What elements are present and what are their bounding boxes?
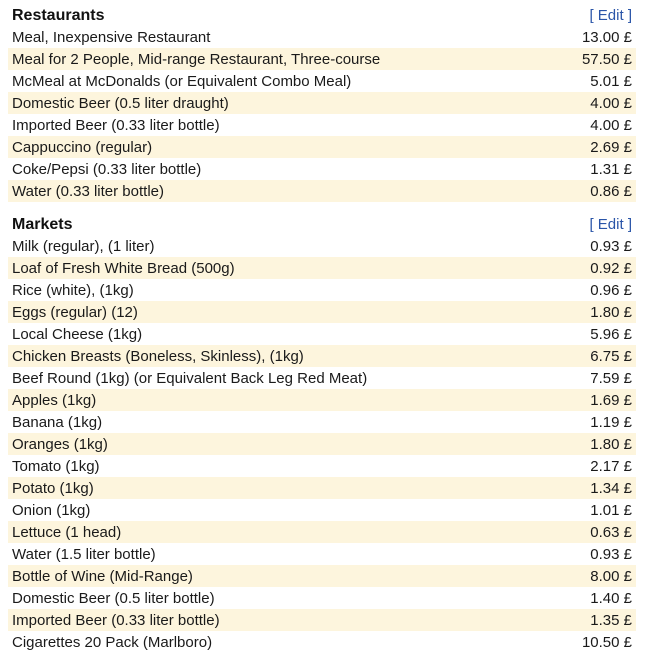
table-row bbox=[8, 257, 636, 279]
table-row bbox=[8, 389, 636, 411]
markets-rows bbox=[8, 235, 636, 653]
section-title: Restaurants bbox=[12, 7, 105, 24]
table-row bbox=[8, 279, 636, 301]
table-row bbox=[8, 158, 636, 180]
table-row bbox=[8, 455, 636, 477]
item-name: Meal for 2 People, Mid-range Restaurant, Three-course bbox=[12, 50, 381, 68]
table-row bbox=[8, 631, 636, 653]
table-row bbox=[8, 345, 636, 367]
item-price: 10.50 £ bbox=[581, 633, 632, 651]
item-price: 1.34 £ bbox=[590, 479, 632, 497]
item-name: Local Cheese (1kg) bbox=[12, 325, 143, 343]
item-price: 1.35 £ bbox=[590, 611, 632, 629]
item-name: Bottle of Wine (Mid-Range) bbox=[12, 567, 193, 585]
markets-section bbox=[8, 213, 636, 653]
item-name: Imported Beer (0.33 liter bottle) bbox=[12, 611, 220, 629]
table-row bbox=[8, 499, 636, 521]
item-name: Eggs (regular) (12) bbox=[12, 303, 138, 321]
section-title: Markets bbox=[12, 216, 73, 233]
item-price: 1.69 £ bbox=[590, 391, 632, 409]
item-price: 8.00 £ bbox=[590, 567, 632, 585]
item-price: 4.00 £ bbox=[590, 94, 632, 112]
table-row bbox=[8, 235, 636, 257]
table-row bbox=[8, 477, 636, 499]
item-name: Onion (1kg) bbox=[12, 501, 91, 519]
table-row bbox=[8, 180, 636, 202]
item-name: Loaf of Fresh White Bread (500g) bbox=[12, 259, 235, 277]
edit-markets-link[interactable]: [ Edit ] bbox=[589, 216, 632, 233]
item-price: 0.96 £ bbox=[590, 281, 632, 299]
table-row bbox=[8, 587, 636, 609]
item-name: Banana (1kg) bbox=[12, 413, 103, 431]
item-name: Water (1.5 liter bottle) bbox=[12, 545, 156, 563]
edit-restaurants-link[interactable]: [ Edit ] bbox=[589, 7, 632, 24]
item-name: Beef Round (1kg) (or Equivalent Back Leg Red Meat) bbox=[12, 369, 368, 387]
item-name: Domestic Beer (0.5 liter draught) bbox=[12, 94, 229, 112]
item-price: 5.01 £ bbox=[590, 72, 632, 90]
item-price: 0.93 £ bbox=[590, 545, 632, 563]
markets-header bbox=[8, 213, 636, 235]
item-name: Cappuccino (regular) bbox=[12, 138, 153, 156]
table-row bbox=[8, 411, 636, 433]
item-price: 0.63 £ bbox=[590, 523, 632, 541]
item-price: 6.75 £ bbox=[590, 347, 632, 365]
table-row bbox=[8, 136, 636, 158]
item-price: 1.80 £ bbox=[590, 303, 632, 321]
table-row bbox=[8, 565, 636, 587]
table-row bbox=[8, 433, 636, 455]
item-name: Potato (1kg) bbox=[12, 479, 94, 497]
item-price: 1.19 £ bbox=[590, 413, 632, 431]
item-price: 0.86 £ bbox=[590, 182, 632, 200]
item-price: 0.93 £ bbox=[590, 237, 632, 255]
table-row bbox=[8, 48, 636, 70]
table-row bbox=[8, 521, 636, 543]
item-price: 2.17 £ bbox=[590, 457, 632, 475]
table-row bbox=[8, 609, 636, 631]
item-name: Imported Beer (0.33 liter bottle) bbox=[12, 116, 220, 134]
item-name: McMeal at McDonalds (or Equivalent Combo Meal) bbox=[12, 72, 352, 90]
item-name: Water (0.33 liter bottle) bbox=[12, 182, 164, 200]
item-price: 1.01 £ bbox=[590, 501, 632, 519]
item-price: 0.92 £ bbox=[590, 259, 632, 277]
table-row bbox=[8, 301, 636, 323]
restaurants-section bbox=[8, 4, 636, 202]
item-price: 2.69 £ bbox=[590, 138, 632, 156]
item-name: Milk (regular), (1 liter) bbox=[12, 237, 155, 255]
table-row bbox=[8, 70, 636, 92]
table-row bbox=[8, 26, 636, 48]
item-price: 1.31 £ bbox=[590, 160, 632, 178]
table-row bbox=[8, 543, 636, 565]
table-row bbox=[8, 92, 636, 114]
table-row bbox=[8, 323, 636, 345]
item-name: Cigarettes 20 Pack (Marlboro) bbox=[12, 633, 213, 651]
restaurants-header bbox=[8, 4, 636, 26]
item-name: Meal, Inexpensive Restaurant bbox=[12, 28, 211, 46]
item-name: Coke/Pepsi (0.33 liter bottle) bbox=[12, 160, 202, 178]
item-price: 13.00 £ bbox=[581, 28, 632, 46]
item-name: Rice (white), (1kg) bbox=[12, 281, 134, 299]
item-price: 1.40 £ bbox=[590, 589, 632, 607]
table-row bbox=[8, 114, 636, 136]
item-name: Lettuce (1 head) bbox=[12, 523, 122, 541]
restaurants-rows bbox=[8, 26, 636, 202]
item-price: 7.59 £ bbox=[590, 369, 632, 387]
item-name: Chicken Breasts (Boneless, Skinless), (1kg) bbox=[12, 347, 304, 365]
item-name: Oranges (1kg) bbox=[12, 435, 108, 453]
item-price: 5.96 £ bbox=[590, 325, 632, 343]
item-price: 57.50 £ bbox=[581, 50, 632, 68]
item-name: Domestic Beer (0.5 liter bottle) bbox=[12, 589, 215, 607]
table-row bbox=[8, 367, 636, 389]
item-price: 4.00 £ bbox=[590, 116, 632, 134]
item-price: 1.80 £ bbox=[590, 435, 632, 453]
item-name: Tomato (1kg) bbox=[12, 457, 100, 475]
item-name: Apples (1kg) bbox=[12, 391, 97, 409]
